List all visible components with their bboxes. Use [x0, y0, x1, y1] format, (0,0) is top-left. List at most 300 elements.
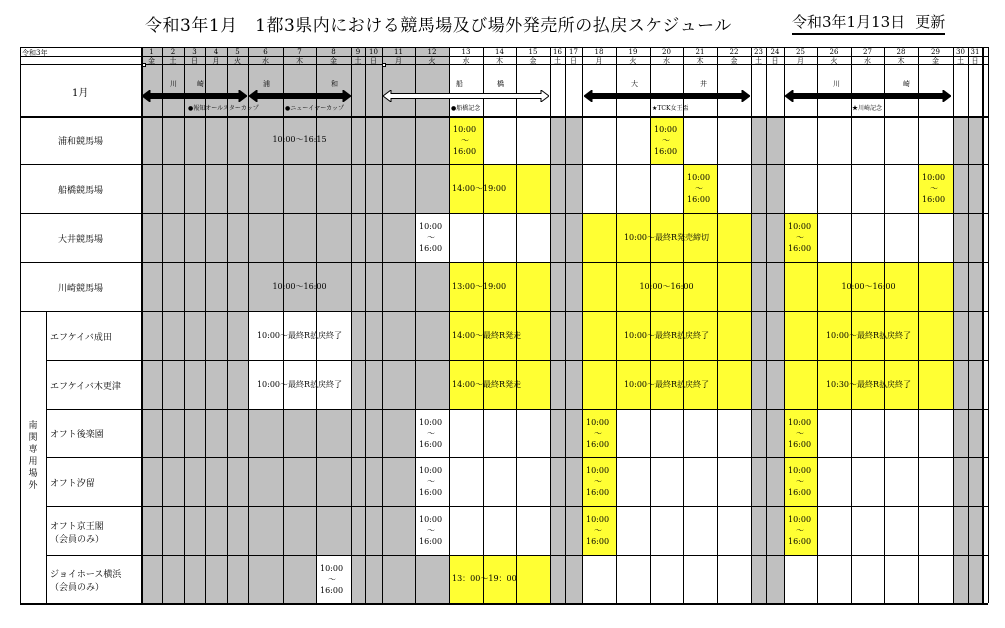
venue-name: オフト京王閣: [50, 521, 104, 532]
hours-stack: [687, 172, 716, 205]
day-number: 12: [427, 48, 437, 56]
weekday: 火: [428, 57, 436, 65]
closed-cell: [351, 555, 365, 603]
hours-stack-line: 10:00: [419, 222, 443, 231]
grid-line: [616, 47, 617, 603]
closed-cell: [415, 311, 449, 360]
grid-line: [20, 164, 988, 165]
closed-cell: [751, 213, 766, 262]
grid-line: [283, 47, 284, 603]
closed-cell: [415, 116, 449, 164]
closed-cell: [205, 409, 227, 457]
closed-cell: [382, 457, 415, 506]
meeting-name: 川: [833, 80, 840, 88]
hours-stack-line: 10:00: [586, 515, 610, 524]
hours-label: 10:00～最終R払戻終了: [623, 379, 710, 389]
closed-cell: [365, 506, 382, 555]
closed-cell: [316, 409, 351, 457]
closed-cell: [751, 311, 766, 360]
grid-line: [46, 311, 47, 603]
weekday: 火: [234, 57, 241, 65]
hours-label: 10:30～最終R払戻終了: [825, 379, 912, 389]
closed-cell: [953, 213, 968, 262]
closed-cell: [227, 262, 248, 311]
hours-label: 10:00～最終R払戻終了: [623, 330, 710, 340]
closed-cell: [205, 311, 227, 360]
venue-name: エフケイバ成田: [50, 332, 112, 343]
updated-date: 令和3年1月13日: [792, 13, 906, 31]
grid-line: [516, 47, 517, 603]
closed-cell: [248, 555, 283, 603]
day-number: 5: [235, 48, 240, 56]
day-number: 7: [297, 48, 302, 56]
closed-cell: [550, 555, 565, 603]
weekday: 木: [696, 57, 704, 65]
day-number: 31: [970, 48, 980, 56]
closed-cell: [766, 311, 784, 360]
era-label: 令和3年: [22, 49, 48, 57]
closed-cell: [751, 164, 766, 213]
venue-name: 浦和競馬場: [58, 137, 104, 147]
grid-line: [20, 262, 988, 263]
hours-label: 14:00～最終R発走: [452, 379, 522, 389]
closed-cell: [968, 409, 982, 457]
day-number: 1: [149, 48, 154, 56]
closed-cell: [968, 555, 982, 603]
closed-cell: [382, 311, 415, 360]
hours-stack: [788, 221, 816, 254]
grid-line: [316, 47, 317, 603]
closed-cell: [184, 360, 205, 409]
header-mark: [142, 63, 146, 67]
meeting-arrow: [249, 90, 351, 102]
hours-stack-line: 10:00: [922, 173, 946, 182]
hours-stack-line: ～: [796, 526, 804, 535]
hours-stack-line: ～: [796, 233, 804, 242]
hours-stack-line: 16:00: [788, 440, 812, 449]
closed-cell: [141, 409, 162, 457]
closed-cell: [766, 457, 784, 506]
closed-cell: [550, 311, 565, 360]
closed-cell: [248, 457, 283, 506]
closed-cell: [415, 360, 449, 409]
weekday: 日: [191, 57, 198, 65]
closed-cell: [365, 116, 382, 164]
closed-cell: [365, 409, 382, 457]
closed-cell: [283, 409, 316, 457]
day-number: 8: [331, 48, 336, 56]
closed-cell: [953, 555, 968, 603]
closed-cell: [184, 409, 205, 457]
hours-stack: [419, 221, 448, 254]
hours-stack: [654, 124, 682, 157]
hours-stack-line: ～: [594, 477, 602, 486]
day-number: 24: [770, 48, 780, 56]
closed-cell: [766, 164, 784, 213]
closed-cell: [141, 262, 162, 311]
closed-cell: [382, 164, 415, 213]
page-title: 令和3年1月 1都3県内における競馬場及び場外発売所の払戻スケジュール: [145, 16, 732, 36]
closed-cell: [751, 506, 766, 555]
closed-cell: [141, 506, 162, 555]
day-number: 3: [192, 48, 197, 56]
hours-stack-line: 16:00: [788, 537, 812, 546]
meeting-name: 井: [700, 80, 707, 88]
weekday: 火: [830, 57, 838, 65]
hours-stack: [419, 514, 448, 547]
closed-cell: [351, 506, 365, 555]
closed-cell: [351, 409, 365, 457]
hours-stack-line: 16:00: [586, 440, 610, 449]
weekday: 水: [462, 57, 470, 65]
closed-cell: [248, 164, 283, 213]
closed-cell: [283, 457, 316, 506]
closed-cell: [365, 164, 382, 213]
hours-stack-line: 16:00: [788, 488, 812, 497]
closed-cell: [184, 213, 205, 262]
closed-cell: [141, 213, 162, 262]
day-number: 28: [896, 48, 906, 56]
closed-cell: [227, 360, 248, 409]
closed-cell: [351, 213, 365, 262]
closed-cell: [382, 360, 415, 409]
hours-stack-line: 10:00: [788, 466, 812, 475]
day-number: 30: [956, 48, 965, 56]
weekday: 土: [957, 57, 964, 65]
closed-cell: [415, 262, 449, 311]
closed-cell: [751, 457, 766, 506]
hours-stack: [419, 417, 448, 450]
hours-stack-line: 10:00: [788, 515, 812, 524]
hours-label: 10:00～16:00: [272, 281, 327, 291]
closed-cell: [365, 555, 382, 603]
closed-cell: [766, 409, 784, 457]
venue-name: エフケイバ木更津: [50, 381, 121, 392]
closed-cell: [227, 164, 248, 213]
closed-cell: [141, 116, 162, 164]
closed-cell: [382, 213, 415, 262]
closed-cell: [162, 506, 184, 555]
closed-cell: [162, 164, 184, 213]
weekday: 土: [755, 57, 762, 65]
hours-stack-line: 10:00: [419, 418, 443, 427]
closed-cell: [316, 213, 351, 262]
closed-cell: [351, 164, 365, 213]
closed-cell: [141, 457, 162, 506]
closed-cell: [565, 164, 582, 213]
closed-cell: [227, 409, 248, 457]
grid-line: [20, 47, 21, 603]
meeting-name: 橋: [497, 80, 504, 88]
grid-line: [46, 555, 988, 556]
grid-line: [582, 47, 583, 603]
hours-stack-line: 10:00: [687, 173, 711, 182]
closed-cell: [953, 360, 968, 409]
meeting-arrow-shape: [142, 90, 247, 102]
day-number: 26: [829, 48, 839, 56]
hours-stack-line: 16:00: [419, 440, 443, 449]
grid-line: [918, 47, 919, 603]
grid-line: [766, 47, 767, 603]
closed-cell: [550, 116, 565, 164]
hours-stack-line: 10:00: [419, 466, 443, 475]
hours-label: 13：00～19：00: [452, 574, 517, 583]
closed-cell: [382, 116, 415, 164]
meeting-name: 浦: [263, 80, 270, 88]
venue-name: ジョイホース横浜: [50, 570, 122, 580]
hours-stack-line: 10:00: [788, 222, 812, 231]
month-label: 1月: [72, 88, 89, 99]
closed-cell: [968, 311, 982, 360]
closed-cell: [162, 311, 184, 360]
closed-cell: [162, 457, 184, 506]
closed-cell: [550, 164, 565, 213]
grid-line: [982, 47, 984, 603]
weekday: 木: [296, 57, 303, 65]
grid-line: [184, 47, 185, 603]
venue-note: （会員のみ）: [50, 534, 105, 545]
weekday: 月: [212, 57, 220, 65]
closed-cell: [550, 360, 565, 409]
grid-line: [46, 457, 988, 458]
hours-stack: [922, 172, 952, 205]
closed-cell: [316, 164, 351, 213]
grid-line: [884, 47, 885, 603]
closed-cell: [968, 457, 982, 506]
closed-cell: [184, 506, 205, 555]
closed-cell: [382, 506, 415, 555]
closed-cell: [205, 555, 227, 603]
meeting-arrow: [584, 90, 750, 102]
header-mark: [382, 63, 386, 67]
weekday: 日: [771, 57, 779, 65]
weekday: 日: [971, 57, 979, 65]
weekday: 水: [864, 57, 871, 65]
closed-cell: [283, 164, 316, 213]
closed-cell: [550, 262, 565, 311]
grid-line: [751, 47, 752, 603]
meeting-arrow-shape: [785, 90, 951, 102]
closed-cell: [316, 506, 351, 555]
closed-cell: [227, 311, 248, 360]
closed-cell: [565, 262, 582, 311]
closed-cell: [316, 457, 351, 506]
hours-stack: [788, 465, 816, 498]
closed-cell: [283, 213, 316, 262]
hours-stack: [586, 465, 615, 498]
hours-stack-line: 10:00: [586, 466, 610, 475]
closed-cell: [751, 555, 766, 603]
closed-cell: [162, 409, 184, 457]
closed-cell: [184, 116, 205, 164]
closed-cell: [162, 262, 184, 311]
closed-cell: [351, 262, 365, 311]
day-number: 22: [729, 48, 739, 56]
hours-stack-line: ～: [695, 184, 703, 193]
meeting-arrow-shape: [584, 90, 750, 102]
hours-stack-line: ～: [662, 136, 670, 145]
closed-cell: [162, 116, 184, 164]
closed-cell: [968, 506, 982, 555]
grid-line: [817, 47, 818, 603]
day-number: 18: [594, 48, 604, 56]
meeting-name: 大: [631, 80, 638, 88]
closed-cell: [162, 360, 184, 409]
hours-stack-line: 16:00: [586, 537, 610, 546]
closed-cell: [953, 164, 968, 213]
hours-stack-line: 10:00: [654, 125, 678, 134]
venue-name: オフト汐留: [50, 478, 95, 489]
closed-cell: [751, 409, 766, 457]
weekday: 土: [169, 57, 177, 65]
weekday: 金: [148, 57, 155, 65]
closed-cell: [751, 262, 766, 311]
venue-note: （会員のみ）: [50, 583, 105, 593]
hours-stack-line: ～: [427, 477, 435, 486]
grid-line: [248, 47, 249, 603]
grid-line: [227, 47, 228, 603]
hours-stack-line: ～: [796, 429, 804, 438]
meeting-arrow: [785, 90, 951, 102]
grid-line: [449, 47, 450, 603]
closed-cell: [184, 311, 205, 360]
closed-cell: [565, 311, 582, 360]
meeting-arrow-shape: [249, 90, 351, 102]
weekday: 木: [897, 57, 905, 65]
meeting-arrow: [383, 90, 549, 102]
closed-cell: [550, 213, 565, 262]
closed-cell: [365, 262, 382, 311]
weekday: 水: [262, 57, 269, 65]
hours-stack-line: ～: [796, 477, 804, 486]
hours-stack: [788, 514, 816, 547]
closed-cell: [565, 360, 582, 409]
closed-cell: [351, 116, 365, 164]
hours-label: 13:00～19:00: [452, 281, 507, 291]
closed-cell: [751, 116, 766, 164]
closed-cell: [953, 116, 968, 164]
grid-line: [205, 47, 206, 603]
day-number: 27: [863, 48, 872, 56]
hours-stack-line: 16:00: [922, 195, 946, 204]
closed-cell: [184, 164, 205, 213]
grid-line: [20, 311, 988, 312]
hours-stack: [453, 124, 482, 157]
venue-name: 船橋競馬場: [58, 185, 104, 196]
grid-line: [20, 603, 988, 605]
hours-label: 10:00～16:00: [841, 281, 896, 291]
hours-stack-line: 16:00: [419, 537, 443, 546]
closed-cell: [141, 311, 162, 360]
closed-cell: [766, 262, 784, 311]
closed-cell: [141, 360, 162, 409]
hours-stack-line: 10:00: [419, 515, 443, 524]
day-number: 10: [369, 48, 378, 56]
day-number: 20: [662, 48, 671, 56]
hours-label: 10:00～最終R発売締切: [623, 232, 710, 242]
closed-cell: [953, 457, 968, 506]
closed-cell: [162, 555, 184, 603]
day-number: 14: [495, 48, 504, 56]
grid-line: [953, 47, 954, 603]
venue-name: 大井競馬場: [58, 234, 104, 245]
hours-stack-line: 16:00: [687, 195, 711, 204]
grid-line: [683, 47, 684, 603]
grid-line: [565, 47, 566, 603]
weekday: 日: [570, 57, 577, 65]
day-number: 25: [796, 48, 805, 56]
grid-line: [351, 47, 352, 603]
closed-cell: [283, 506, 316, 555]
grid-line: [988, 47, 989, 603]
meeting-name: 崎: [903, 80, 910, 88]
grid-line: [717, 47, 718, 603]
closed-cell: [766, 213, 784, 262]
hours-label: 10:00～16:00: [639, 281, 694, 291]
grid-line: [20, 213, 988, 214]
day-number: 17: [569, 48, 578, 56]
closed-cell: [968, 360, 982, 409]
hours-stack: [320, 563, 350, 596]
grid-line: [162, 47, 163, 603]
meeting-arrow: [142, 90, 247, 102]
hours-label: 10:00～最終R払戻終了: [825, 330, 912, 340]
hours-stack: [419, 465, 448, 498]
closed-cell: [248, 213, 283, 262]
closed-cell: [565, 409, 582, 457]
weekday: 土: [354, 57, 362, 65]
hours-label: 10:00～16:15: [272, 135, 327, 144]
day-number: 13: [461, 48, 471, 56]
closed-cell: [205, 116, 227, 164]
closed-cell: [382, 555, 415, 603]
day-number: 6: [263, 48, 268, 56]
day-number: 11: [394, 48, 403, 56]
meeting-arrow-shape: [383, 90, 549, 102]
closed-cell: [550, 457, 565, 506]
hours-stack-line: 16:00: [586, 488, 610, 497]
closed-cell: [382, 262, 415, 311]
weekday: 土: [554, 57, 561, 65]
group-label: 南関専用場外: [28, 421, 38, 491]
grid-line: [20, 116, 988, 118]
closed-cell: [766, 506, 784, 555]
closed-cell: [968, 116, 982, 164]
closed-cell: [227, 506, 248, 555]
day-number: 21: [695, 48, 705, 56]
hours-stack-line: ～: [930, 184, 938, 193]
meeting-event: ★川崎記念: [852, 105, 883, 112]
closed-cell: [365, 213, 382, 262]
closed-cell: [565, 213, 582, 262]
updated-label: 更新: [915, 13, 946, 31]
hours-stack-line: 16:00: [788, 244, 812, 253]
closed-cell: [565, 506, 582, 555]
grid-line: [550, 47, 551, 603]
venue-name: オフト後楽園: [50, 430, 104, 440]
closed-cell: [184, 457, 205, 506]
day-number: 15: [528, 48, 538, 56]
closed-cell: [365, 360, 382, 409]
weekday: 金: [330, 57, 337, 65]
closed-cell: [365, 457, 382, 506]
meeting-name: 和: [331, 80, 338, 88]
closed-cell: [205, 457, 227, 506]
closed-cell: [766, 555, 784, 603]
weekday: 金: [730, 57, 738, 65]
closed-cell: [968, 262, 982, 311]
grid-line: [46, 409, 988, 410]
